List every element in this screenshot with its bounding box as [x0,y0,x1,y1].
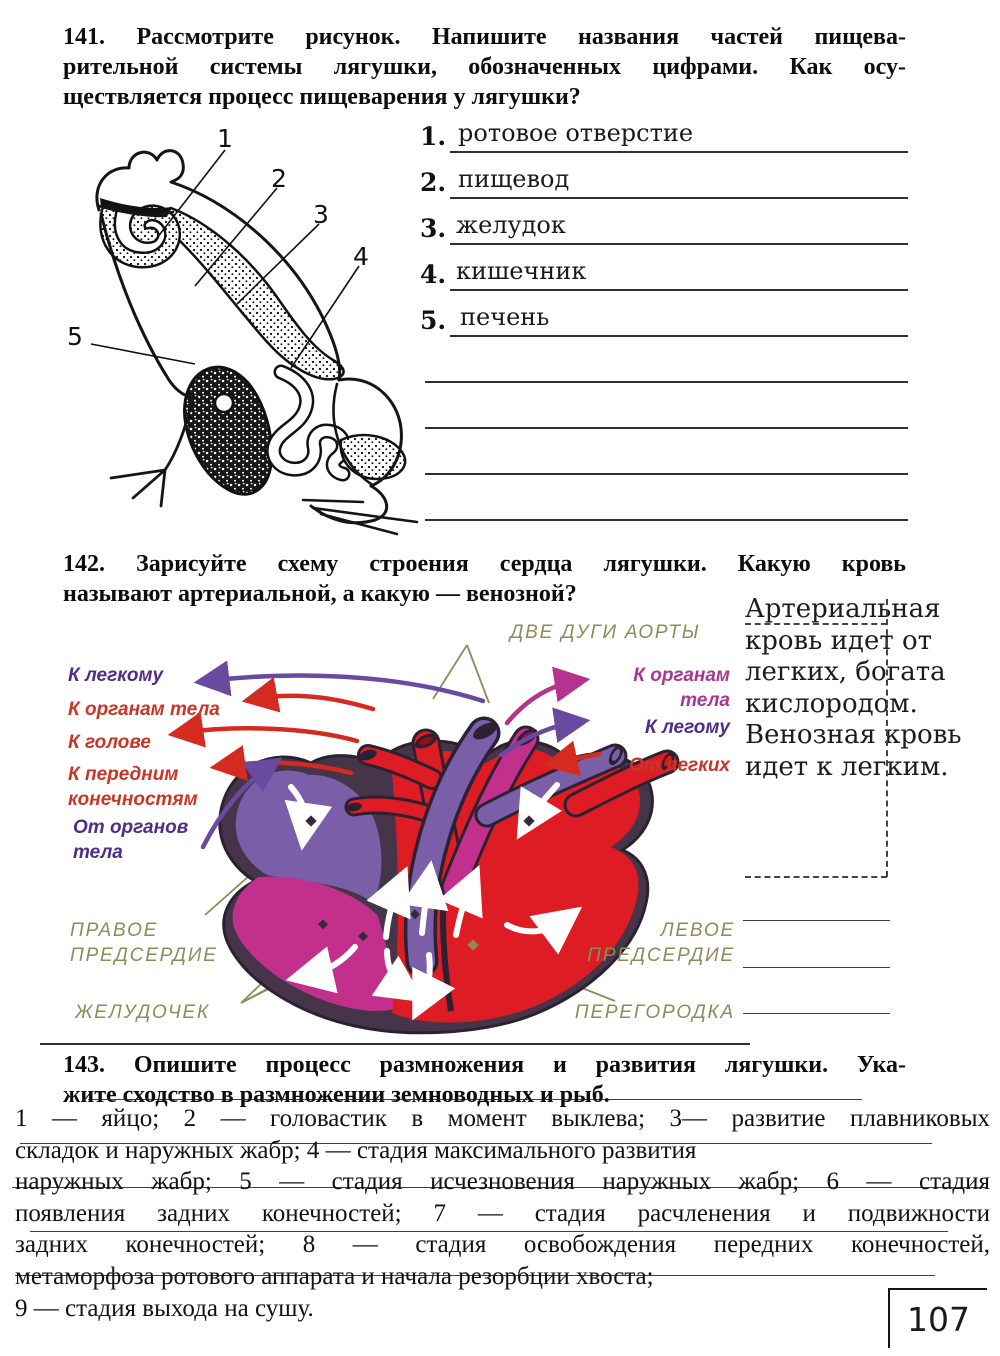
task142-answer-line: Артериальная [745,594,941,624]
label-to-lung-right: К легому [645,717,730,738]
answer-text: кишечник [456,257,587,285]
frog-stomach [166,208,343,379]
label-to-body-organs-left: К органам тела [68,699,220,720]
label-from-body-organs: От органов тела [73,817,189,863]
frog-drawing [45,122,445,540]
blank-line [425,473,908,475]
blank-line [743,967,890,968]
task143-heading-line: жите сходство в размножении земноводных и рыб. [63,1082,610,1108]
label-two-aortic-arches: ДВЕ ДУГИ АОРТЫ [510,622,701,643]
label-to-head: К голове [68,732,151,753]
label-septum: ПЕРЕГОРОДКА [574,1002,735,1023]
blank-line [425,381,908,383]
frog-digestive-figure [45,122,445,540]
label-to-forelimbs: К передним конечностям [68,764,198,810]
blank-line [743,920,890,921]
answer-text: ротовое отверстие [458,119,694,147]
task143-answer-line: складок и наружных жабр; 4 — стадия максимального развития [15,1136,697,1164]
task142-answer-line: Венозная кровь [745,720,962,750]
task142-answer-line: идет к легким. [745,751,949,782]
answer-line [450,197,908,199]
label-from-lungs: От легких [628,755,730,776]
label-right-atrium: ПРАВОЕ ПРЕДСЕРДИЕ [70,920,218,966]
section-divider [40,1043,750,1045]
answer-text: пищевод [458,165,570,193]
figure-number-3: 3 [313,200,329,229]
task143-answer-line: 1 — яйцо; 2 — головастик в момент выклева; 3— развитие плавниковых [15,1105,990,1132]
figure-number-4: 4 [353,242,369,271]
task143-heading [63,1050,906,1110]
frog-liver [185,367,272,494]
answer-number: 2. [420,168,447,197]
arrow-to-lung-left [207,676,483,701]
label-left-atrium: ЛЕВОЕ ПРЕДСЕРДИЕ [587,920,735,966]
task142-answer-line: легких, богата [745,657,946,687]
task141-heading-line: ществляется процесс пищеварения у лягушки? [63,84,581,110]
label-to-body-organs-right: К органам тела [633,665,730,711]
frog-gallbladder [215,394,233,412]
task142-answer-line: кровь идет от [745,625,933,656]
task142-heading-line: называют артериальной, а какую — венозной? [63,581,577,607]
frog-esophagus-spiral [108,212,173,260]
task143-answer [15,1103,990,1324]
blank-line [743,1013,890,1014]
dashed-line [745,876,887,878]
task143-answer-line: метаморфоза ротового аппарата и начала резорбции хвоста; [15,1262,654,1290]
frog-heart-figure [55,615,745,1045]
label-to-lung-left: К легкому [68,665,164,686]
task143-heading-line: 143. Опишите процесс размножения и развития лягушки. Ука- [63,1052,906,1078]
arrow-to-body-organs-left [255,696,373,709]
task141-heading-line: 141. Рассмотрите рисунок. Напишите названия частей пищева- [63,24,906,50]
task141-heading [63,22,906,112]
figure-number-5: 5 [67,322,83,351]
task143-answer-line: 9 — стадия выхода на сушу. [15,1294,314,1322]
answer-line [450,243,908,245]
figure-number-2: 2 [271,164,287,193]
arrow-to-head [181,728,357,741]
task142-answer-line: кислородом. [745,688,918,719]
task143-answer-line: наружных жабр; 5 — стадия исчезновения наружных жабр; 6 — стадия [15,1168,990,1196]
dashed-line [745,623,887,625]
dashed-line [886,599,888,877]
answer-text: желудок [456,211,566,239]
answer-text: печень [460,303,550,331]
blank-line [425,519,908,521]
answer-line [450,335,908,337]
label-ventricle: ЖЕЛУДОЧЕК [75,1002,211,1023]
answer-number: 3. [420,214,447,243]
task141-heading-line: рительной системы лягушки, обозначенных цифрами. Как осу- [63,54,906,80]
answer-line [450,151,908,153]
answer-line [450,289,908,291]
page-number: 107 [888,1288,987,1348]
answer-number: 4. [420,260,447,289]
blank-line [88,1099,862,1100]
frog-intestine [274,372,344,474]
blank-line [425,427,908,429]
task142-heading-line: 142. Зарисуйте схему строения сердца лягушки. Какую кровь [63,551,906,577]
arrow-to-body-organs-right [507,681,577,723]
answer-number: 1. [420,122,447,151]
task143-answer-line: задних конечностей; 8 — стадия освобождения передних конечностей, [15,1231,990,1259]
figure-number-1: 1 [217,124,233,153]
answer-number: 5. [420,306,447,335]
task143-answer-line: появления задних конечностей; 7 — стадия расчленения и подвижности [15,1199,990,1227]
